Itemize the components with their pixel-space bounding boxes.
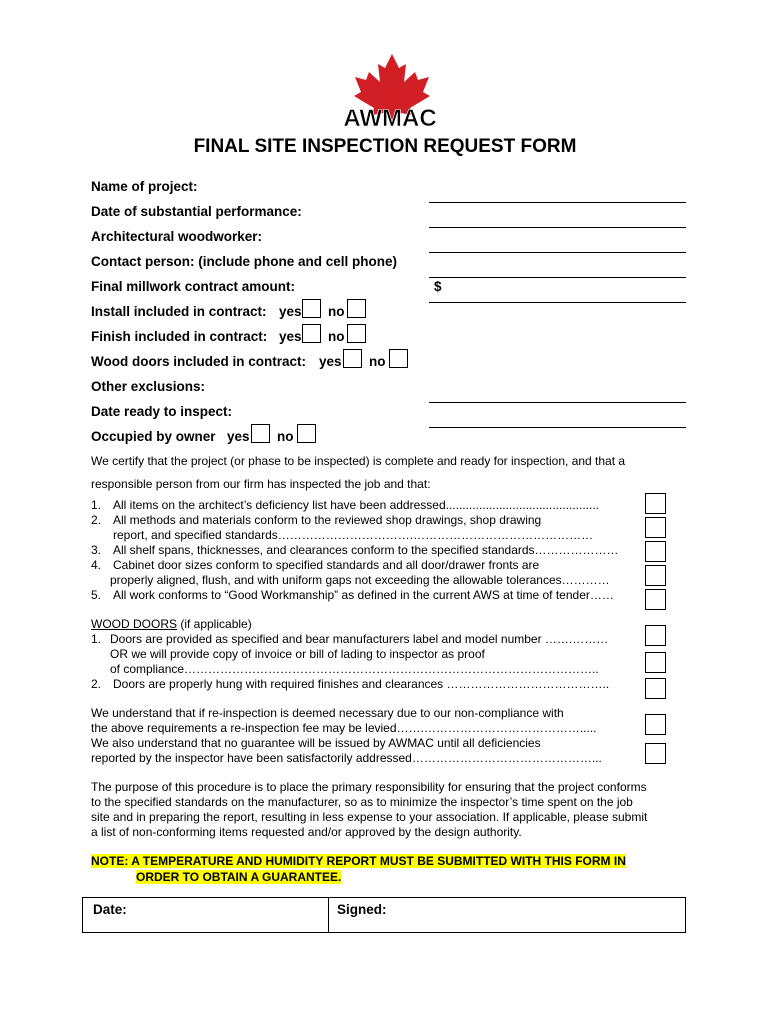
checklist-item-5: All work conforms to “Good Workmanship” as defined in the current AWS at time of tender…… <box>113 588 614 602</box>
checklist-3-checkbox[interactable] <box>645 541 666 562</box>
install-included-row <box>91 304 391 328</box>
date-ready-field[interactable] <box>429 427 686 428</box>
wood-doors-item-2: Doors are properly hung with required finishes and clearances ………………………………….. <box>113 677 610 691</box>
project-name-label: Name of project: <box>91 179 198 194</box>
signed-field[interactable] <box>395 900 680 930</box>
checklist-2-checkbox[interactable] <box>645 517 666 538</box>
signature-box <box>82 897 686 933</box>
occupied-no-checkbox[interactable] <box>297 424 316 443</box>
certify-line-2: responsible person from our firm has inspected the job and that: <box>91 477 431 491</box>
other-exclusions-field[interactable] <box>429 402 686 403</box>
install-yes-checkbox[interactable] <box>302 299 321 318</box>
contract-amount-label: Final millwork contract amount: <box>91 279 296 294</box>
maple-leaf-icon <box>330 52 450 132</box>
wood-doors-item-1-cont: of compliance………………………………………………………………………………………….. <box>110 662 599 676</box>
guarantee-note <box>91 853 626 885</box>
contact-person-field[interactable] <box>429 277 686 278</box>
checklist-1-checkbox[interactable] <box>645 493 666 514</box>
date-ready-label: Date ready to inspect: <box>91 404 233 419</box>
finish-yes-checkbox[interactable] <box>302 324 321 343</box>
install-included-label: Install included in contract: <box>91 304 267 319</box>
finish-yes-label: yes <box>279 329 302 344</box>
checklist-item-2-cont: report, and specified standards…………………………….……………………………………… <box>113 528 594 542</box>
checklist-number: 1. <box>91 498 102 512</box>
wood-doors-heading: WOOD DOORS <box>91 617 177 631</box>
checklist-number: 5. <box>91 588 102 602</box>
finish-no-label: no <box>328 329 345 344</box>
wood-doors-heading-note: (if applicable) <box>177 617 252 631</box>
wood-doors-item-1-cont: OR we will provide copy of invoice or bill of lading to inspector as proof <box>110 647 485 661</box>
date-label: Date: <box>93 902 127 917</box>
wood-doors-1-checkbox[interactable] <box>645 625 666 646</box>
reinspection-line-2: the above requirements a re-inspection fee may be levied…….…………………………………..... <box>91 721 597 735</box>
signed-label: Signed: <box>337 902 387 917</box>
note-line-2: ORDER TO OBTAIN A GUARANTEE. <box>136 870 342 884</box>
checklist-number: 3. <box>91 543 102 557</box>
signature-divider <box>328 898 329 932</box>
purpose-line-4: a list of non-conforming items requested and/or approved by the design authority. <box>91 825 522 839</box>
occupied-by-owner-label: Occupied by owner <box>91 429 216 444</box>
install-yes-label: yes <box>279 304 302 319</box>
purpose-line-2: to the specified standards on the manufacturer, so as to minimize the inspector’s time spent on the job <box>91 795 633 809</box>
wood-doors-1b-checkbox[interactable] <box>645 652 666 673</box>
wood-doors-number: 1. <box>91 632 102 646</box>
checklist-5-checkbox[interactable] <box>645 589 666 610</box>
wood-doors-included-label: Wood doors included in contract: <box>91 354 306 369</box>
occupied-yes-label: yes <box>227 429 250 444</box>
wood-doors-yes-label: yes <box>319 354 342 369</box>
currency-symbol: $ <box>434 279 442 294</box>
logo-wordmark: AWMAC <box>343 105 437 132</box>
occupied-no-label: no <box>277 429 294 444</box>
checklist-item-4-cont: properly aligned, flush, and with uniform gaps not exceeding the allowable tolerances………… <box>110 573 610 587</box>
substantial-performance-label: Date of substantial performance: <box>91 204 302 219</box>
substantial-performance-field[interactable] <box>429 227 686 228</box>
other-exclusions-label: Other exclusions: <box>91 379 206 394</box>
reinspection-line-1: We understand that if re-inspection is deemed necessary due to our non-compliance with <box>91 706 564 720</box>
install-no-label: no <box>328 304 345 319</box>
date-field[interactable] <box>143 900 323 930</box>
occupied-by-owner-row <box>91 429 331 453</box>
checklist-item-4: Cabinet door sizes conform to specified standards and all door/drawer fronts are <box>113 558 540 572</box>
wood-doors-heading-row <box>91 617 252 631</box>
purpose-line-3: site and in preparing the report, resulting in less expense to your association. If applicable, please submit <box>91 810 648 824</box>
wood-doors-no-checkbox[interactable] <box>389 349 408 368</box>
checklist-4-checkbox[interactable] <box>645 565 666 586</box>
architectural-woodworker-label: Architectural woodworker: <box>91 229 263 244</box>
awmac-logo <box>330 52 450 132</box>
form-title: FINAL SITE INSPECTION REQUEST FORM <box>193 136 577 157</box>
certify-line-1: We certify that the project (or phase to be inspected) is complete and ready for inspection, and that a <box>91 454 626 468</box>
checklist-number: 2. <box>91 513 102 527</box>
wood-doors-yes-checkbox[interactable] <box>343 349 362 368</box>
note-line-1: NOTE: A TEMPERATURE AND HUMIDITY REPORT MUST BE SUBMITTED WITH THIS FORM IN <box>91 854 626 868</box>
checklist-item-3: All shelf spans, thicknesses, and clearances conform to the specified standards………………… <box>113 543 619 557</box>
reinspection-2-checkbox[interactable] <box>645 743 666 764</box>
architectural-woodworker-field[interactable] <box>429 252 686 253</box>
finish-no-checkbox[interactable] <box>347 324 366 343</box>
wood-doors-included-row <box>91 354 421 378</box>
occupied-yes-checkbox[interactable] <box>251 424 270 443</box>
checklist-number: 4. <box>91 558 102 572</box>
reinspection-line-4: reported by the inspector have been satisfactorily addressed………………………………………... <box>91 751 602 765</box>
reinspection-1-checkbox[interactable] <box>645 714 666 735</box>
checklist-item-1: All items on the architect’s deficiency list have been addressed.............................................. <box>113 498 599 512</box>
wood-doors-item-1: Doors are provided as specified and bear manufacturers label and model number …….……… <box>110 632 609 646</box>
purpose-line-1: The purpose of this procedure is to place the primary responsibility for ensuring that the project conforms <box>91 780 647 794</box>
contract-amount-field[interactable] <box>429 302 686 303</box>
contact-person-label: Contact person: (include phone and cell phone) <box>91 254 398 269</box>
checklist-item-2: All methods and materials conform to the reviewed shop drawings, shop drawing <box>113 513 542 527</box>
install-no-checkbox[interactable] <box>347 299 366 318</box>
reinspection-line-3: We also understand that no guarantee will be issued by AWMAC until all deficiencies <box>91 736 541 750</box>
wood-doors-number: 2. <box>91 677 102 691</box>
wood-doors-no-label: no <box>369 354 386 369</box>
finish-included-label: Finish included in contract: <box>91 329 268 344</box>
project-name-field[interactable] <box>429 202 686 203</box>
wood-doors-2-checkbox[interactable] <box>645 678 666 699</box>
